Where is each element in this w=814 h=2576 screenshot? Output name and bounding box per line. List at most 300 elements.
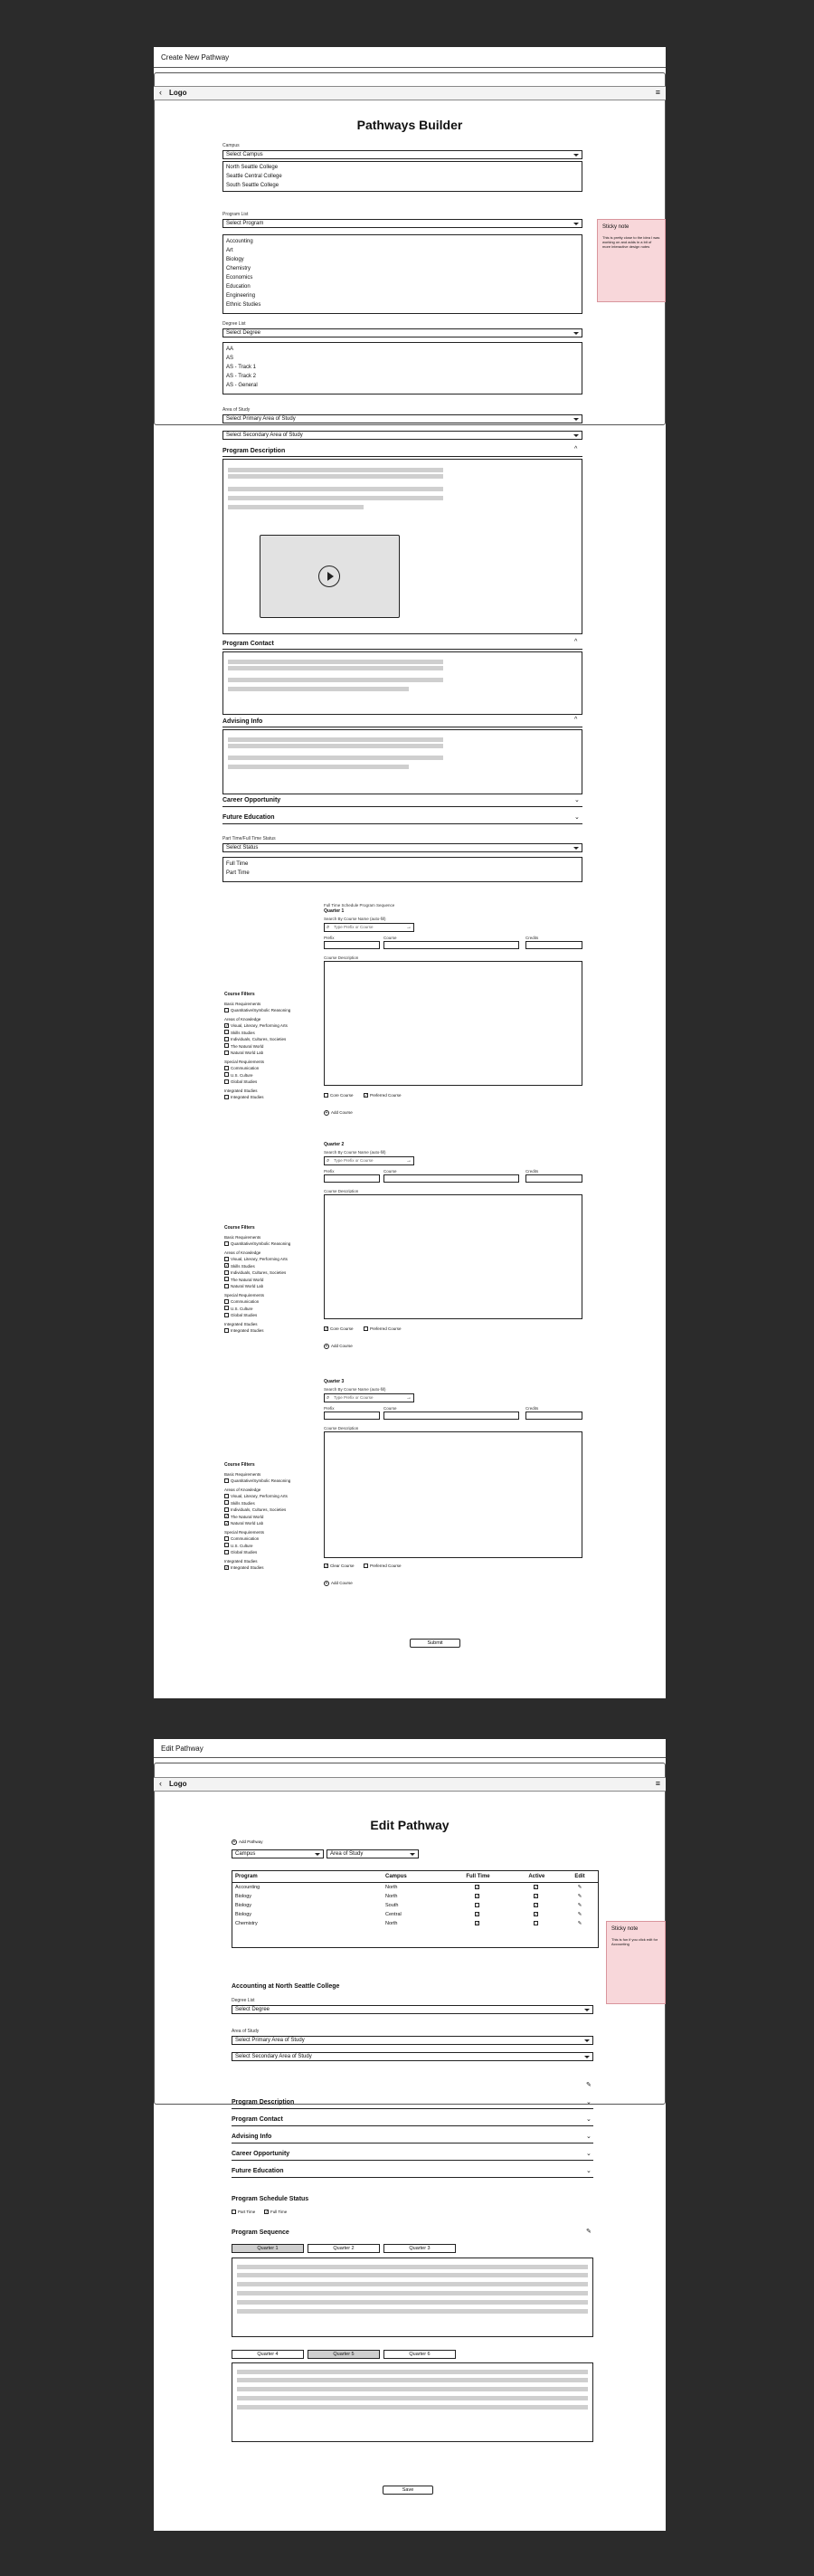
checkbox-icon — [224, 1478, 229, 1483]
program-contact-box — [222, 651, 582, 715]
caret-down-icon — [573, 332, 579, 335]
filter-label: Visual, Literary, Performing Arts — [231, 1023, 288, 1028]
filter-checkbox[interactable] — [224, 1507, 315, 1514]
chevron-down-icon[interactable]: ⌄ — [586, 2151, 592, 2157]
checkbox-icon — [324, 1093, 328, 1098]
filter-label: Individuals, Cultures, Societies — [231, 1037, 287, 1041]
checkbox-icon — [232, 2210, 236, 2214]
edit-cell[interactable] — [562, 1919, 598, 1928]
caret-down-icon — [584, 2039, 590, 2042]
divider — [222, 823, 582, 824]
checkbox-icon — [224, 1521, 229, 1526]
prefix-label: Prefix — [324, 1406, 335, 1411]
career-opportunity-heading[interactable]: Career Opportunity — [222, 797, 281, 803]
filter-checkbox[interactable] — [224, 1564, 315, 1572]
primary-area-value: Select Primary Area of Study — [235, 2038, 305, 2043]
campus-option[interactable]: North Seattle College — [226, 165, 279, 170]
filter-checkbox[interactable] — [224, 1327, 315, 1335]
description-label: Course Description — [324, 1189, 359, 1193]
preferred-course-checkbox[interactable] — [364, 1093, 402, 1098]
filter-checkbox[interactable] — [224, 1050, 315, 1057]
text-placeholder — [228, 496, 443, 500]
divider — [222, 806, 582, 807]
filter-group-name: Areas of Knowledge — [224, 1487, 261, 1492]
section-heading[interactable]: Future Education — [232, 2168, 284, 2174]
filter-label: Communication — [231, 1299, 260, 1304]
full-time-cell[interactable] — [444, 1919, 511, 1928]
checkbox-icon — [324, 1564, 328, 1568]
filter-label: Natural World Lab — [231, 1284, 264, 1288]
active-cell[interactable] — [512, 1901, 562, 1910]
preferred-course-label: Preferred Course — [370, 1326, 402, 1331]
filter-checkbox[interactable] — [224, 1030, 315, 1037]
program-contact-heading[interactable]: Program Contact — [222, 641, 274, 647]
text-placeholder — [237, 2265, 588, 2269]
sticky-note-title: Sticky note — [602, 224, 629, 230]
add-course-button[interactable] — [324, 1581, 353, 1586]
edit-pencil-icon[interactable]: ✎ — [577, 1894, 582, 1899]
full-time-cell[interactable] — [444, 1883, 511, 1893]
status-option[interactable]: Full Time — [226, 861, 249, 867]
campus-label: Campus — [222, 143, 240, 148]
primary-area-select[interactable] — [232, 2036, 593, 2045]
search-icon: ⌕ — [327, 925, 330, 930]
filter-label: Integrated Studies — [231, 1328, 264, 1333]
filter-checkbox[interactable] — [224, 1283, 315, 1290]
full-time-label: Full Time — [270, 2210, 288, 2214]
filter-checkbox[interactable] — [224, 1240, 315, 1248]
sticky-note — [597, 219, 666, 302]
checkbox-icon — [224, 1241, 229, 1246]
campus-cell: North — [385, 1921, 398, 1926]
full-time-cell[interactable] — [444, 1892, 511, 1901]
divider — [222, 649, 582, 650]
edit-pencil-icon[interactable]: ✎ — [577, 1903, 582, 1908]
play-icon[interactable] — [318, 566, 340, 587]
preferred-course-label: Preferred Course — [370, 1093, 402, 1098]
caret-down-icon — [573, 434, 579, 437]
edit-cell[interactable] — [562, 1892, 598, 1901]
course-label: Course — [383, 936, 397, 940]
degree-label: Degree List — [222, 321, 246, 327]
checkbox-icon[interactable] — [534, 1912, 538, 1916]
degree-select[interactable] — [232, 2005, 593, 2014]
chevron-down-icon[interactable]: ⌄ — [586, 2116, 592, 2123]
credits-input[interactable] — [525, 1174, 582, 1183]
filter-checkbox[interactable] — [224, 1256, 315, 1263]
chevron-down-icon[interactable]: ⌄ — [586, 2134, 592, 2140]
course-search-input[interactable] — [324, 1156, 414, 1165]
program-option[interactable]: Ethnic Studies — [226, 302, 261, 308]
filter-checkbox[interactable] — [224, 1478, 315, 1485]
chevron-down-icon[interactable]: ⌄ — [574, 814, 580, 821]
page-title: Pathways Builder — [356, 118, 463, 132]
checkbox-icon — [224, 1299, 229, 1304]
degree-option[interactable]: AS - Track 2 — [226, 374, 257, 379]
checkbox-icon — [224, 1079, 229, 1084]
checkbox-icon[interactable] — [534, 1885, 538, 1889]
part-time-checkbox[interactable] — [232, 2210, 255, 2214]
checkbox-icon[interactable] — [475, 1912, 479, 1916]
filter-checkbox[interactable] — [224, 1065, 315, 1072]
sticky-note-body: This is fun if you click edit for Accounting — [611, 1937, 658, 1946]
arrow-right-icon[interactable]: → — [406, 925, 412, 930]
filter-checkbox[interactable] — [224, 1094, 315, 1101]
text-placeholder — [237, 2396, 588, 2400]
filter-group-name: Basic Requirements — [224, 1001, 261, 1006]
primary-area-select[interactable] — [222, 414, 582, 423]
checkbox-icon — [224, 1494, 229, 1498]
course-search-input[interactable] — [324, 923, 414, 932]
text-placeholder — [228, 687, 409, 691]
filter-checkbox[interactable] — [224, 1500, 315, 1507]
add-course-label: Add Course — [331, 1581, 353, 1586]
checkbox-icon — [364, 1093, 368, 1098]
filter-checkbox[interactable] — [224, 1493, 315, 1500]
core-course-label: Clear Course — [330, 1564, 355, 1568]
campus-cell: Central — [385, 1912, 402, 1917]
course-label: Course — [383, 1169, 397, 1174]
divider — [222, 456, 582, 457]
checkbox-icon — [224, 1284, 229, 1288]
checkbox-icon — [224, 1066, 229, 1070]
artboard-title: Edit Pathway — [161, 1744, 204, 1753]
filter-checkbox[interactable] — [224, 1036, 315, 1043]
program-cell: Biology — [235, 1903, 252, 1908]
program-option[interactable]: Biology — [226, 257, 244, 262]
search-placeholder: Type Prefix or Course — [334, 1395, 374, 1400]
section-heading[interactable]: Program Contact — [232, 2116, 283, 2123]
filter-label: Natural World Lab — [231, 1521, 264, 1526]
program-description-box — [222, 459, 582, 634]
checkbox-icon — [364, 1326, 368, 1331]
primary-area-value: Select Primary Area of Study — [226, 416, 296, 422]
quarter-title: Quarter 1 — [324, 908, 345, 914]
secondary-area-select[interactable] — [232, 2052, 593, 2061]
checkbox-icon[interactable] — [475, 1903, 479, 1907]
divider — [232, 2108, 593, 2109]
add-course-button[interactable] — [324, 1110, 353, 1116]
checkbox-icon — [224, 1023, 229, 1028]
filter-checkbox[interactable] — [224, 1549, 315, 1556]
program-sequence-heading: Program Sequence — [232, 2229, 289, 2236]
checkbox-icon[interactable] — [475, 1921, 479, 1925]
filter-label: Skills Studies — [231, 1500, 255, 1506]
filter-checkbox[interactable] — [224, 1298, 315, 1306]
chevron-down-icon[interactable]: ⌄ — [574, 797, 580, 803]
active-cell[interactable] — [512, 1892, 562, 1901]
filter-label: Communication — [231, 1066, 260, 1070]
status-option[interactable]: Part Time — [226, 870, 250, 876]
area-filter-value: Area of Study — [330, 1851, 364, 1857]
course-description-box[interactable] — [324, 1431, 582, 1558]
edit-pencil-icon[interactable]: ✎ — [586, 2082, 592, 2088]
degree-option[interactable]: AS — [226, 356, 234, 361]
area-filter-select[interactable] — [327, 1849, 419, 1858]
text-placeholder — [228, 744, 443, 748]
chevron-up-icon[interactable]: ^ — [574, 446, 578, 452]
filter-checkbox[interactable] — [224, 1514, 315, 1521]
checkbox-icon — [224, 1277, 229, 1281]
filter-checkbox[interactable] — [224, 1079, 315, 1086]
prefix-label: Prefix — [324, 936, 335, 940]
table-row — [232, 1910, 598, 1919]
checkbox-icon — [224, 1500, 229, 1505]
checkbox-icon[interactable] — [534, 1921, 538, 1925]
filter-checkbox[interactable] — [224, 1535, 315, 1543]
checkbox-icon[interactable] — [534, 1903, 538, 1907]
plus-icon: + — [325, 1581, 328, 1586]
arrow-right-icon[interactable]: → — [406, 1395, 412, 1401]
plus-icon: + — [325, 1344, 328, 1349]
text-placeholder — [237, 2378, 588, 2382]
prefix-input[interactable] — [324, 1174, 380, 1183]
core-course-checkbox[interactable] — [324, 1326, 354, 1331]
filter-label: The Natural World — [231, 1514, 264, 1519]
status-select[interactable] — [222, 843, 582, 852]
secondary-area-select[interactable] — [222, 431, 582, 440]
campus-options — [222, 161, 582, 192]
sticky-note-title: Sticky note — [611, 1926, 639, 1932]
filter-checkbox[interactable] — [224, 1022, 315, 1030]
quarter-tab[interactable]: Quarter 5 — [308, 2350, 380, 2359]
quarter-tab[interactable]: Quarter 3 — [383, 2244, 456, 2253]
filter-label: Global Studies — [231, 1313, 258, 1317]
course-description-box[interactable] — [324, 1194, 582, 1319]
program-option[interactable]: Education — [226, 284, 251, 290]
full-time-cell[interactable] — [444, 1910, 511, 1919]
filter-label: U.S. Culture — [231, 1072, 253, 1078]
checkbox-icon — [224, 1030, 229, 1034]
column-header: Edit — [562, 1871, 598, 1883]
checkbox-icon — [224, 1008, 229, 1012]
campus-filter-value: Campus — [235, 1851, 256, 1857]
checkbox-icon — [224, 1536, 229, 1541]
advising-info-heading[interactable]: Advising Info — [222, 718, 263, 725]
filter-group-name: Integrated Studies — [224, 1088, 258, 1093]
filter-label: Quantitative/Symbolic Reasoning — [231, 1008, 291, 1012]
course-search-input[interactable] — [324, 1393, 414, 1402]
text-placeholder — [228, 756, 443, 760]
filter-label: Individuals, Cultures, Societies — [231, 1507, 287, 1512]
chevron-up-icon[interactable]: ^ — [574, 717, 578, 723]
preferred-course-checkbox[interactable] — [364, 1326, 402, 1331]
core-course-checkbox[interactable] — [324, 1564, 355, 1568]
program-option[interactable]: Accounting — [226, 239, 253, 244]
section-heading[interactable]: Advising Info — [232, 2134, 272, 2140]
edit-pencil-icon[interactable]: ✎ — [577, 1912, 582, 1917]
add-course-button[interactable] — [324, 1344, 353, 1349]
quarter-tab[interactable]: Quarter 2 — [308, 2244, 380, 2253]
sequence-box-top — [232, 2258, 593, 2337]
filter-label: Visual, Literary, Performing Arts — [231, 1494, 288, 1498]
sequence-box-bottom — [232, 2362, 593, 2442]
degree-select[interactable] — [222, 328, 582, 337]
course-input[interactable] — [383, 941, 519, 949]
filter-checkbox[interactable] — [224, 1263, 315, 1270]
full-time-cell[interactable] — [444, 1901, 511, 1910]
caret-down-icon — [584, 2009, 590, 2011]
checkbox-icon — [224, 1514, 229, 1518]
status-options — [222, 857, 582, 882]
column-header: Full Time — [444, 1871, 511, 1883]
edit-pencil-icon[interactable]: ✎ — [577, 1885, 582, 1890]
course-input[interactable] — [383, 1174, 519, 1183]
campus-cell: North — [385, 1885, 398, 1890]
filter-checkbox[interactable] — [224, 1312, 315, 1319]
filter-checkbox[interactable] — [224, 1072, 315, 1079]
edit-pencil-icon[interactable]: ✎ — [586, 2229, 592, 2235]
description-label: Course Description — [324, 955, 359, 960]
search-icon: ⌕ — [327, 1158, 330, 1164]
prefix-input[interactable] — [324, 941, 380, 949]
program-option[interactable]: Engineering — [226, 293, 256, 299]
description-label: Course Description — [324, 1426, 359, 1431]
filter-label: Skills Studies — [231, 1263, 255, 1269]
area-of-study-label: Area of Study — [232, 2029, 260, 2034]
text-placeholder — [228, 660, 443, 664]
text-placeholder — [237, 2370, 588, 2374]
add-course-label: Add Course — [331, 1110, 353, 1116]
quarter-tab[interactable]: Quarter 4 — [232, 2350, 304, 2359]
divider — [232, 2160, 593, 2161]
course-filters — [224, 1225, 315, 1335]
credits-input[interactable] — [525, 941, 582, 949]
edit-cell[interactable] — [562, 1910, 598, 1919]
checkbox-icon — [224, 1328, 229, 1333]
logo: Logo — [169, 89, 187, 97]
filter-checkbox[interactable] — [224, 1277, 315, 1284]
prefix-input[interactable] — [324, 1412, 380, 1420]
full-time-checkbox[interactable] — [264, 2210, 287, 2214]
section-heading[interactable]: Career Opportunity — [232, 2151, 290, 2157]
checkbox-icon — [224, 1257, 229, 1261]
preferred-course-checkbox[interactable] — [364, 1564, 402, 1568]
active-cell[interactable] — [512, 1883, 562, 1893]
filter-checkbox[interactable] — [224, 1306, 315, 1313]
quarter-tab[interactable]: Quarter 1 — [232, 2244, 304, 2253]
save-button[interactable]: Save — [383, 2486, 433, 2495]
future-education-heading[interactable]: Future Education — [222, 814, 275, 821]
add-pathway-button[interactable] — [232, 1839, 263, 1845]
hamburger-menu-icon[interactable]: ≡ — [655, 88, 660, 97]
degree-option[interactable]: AS - General — [226, 383, 258, 388]
arrow-right-icon[interactable]: → — [406, 1158, 412, 1164]
program-option[interactable]: Chemistry — [226, 266, 251, 271]
checkbox-icon[interactable] — [475, 1894, 479, 1898]
filter-group-name: Basic Requirements — [224, 1234, 261, 1240]
filter-checkbox[interactable] — [224, 1007, 315, 1014]
column-header: Program — [232, 1871, 383, 1883]
campus-select[interactable] — [222, 150, 582, 159]
text-placeholder — [237, 2309, 588, 2314]
add-course-label: Add Course — [331, 1344, 353, 1349]
checkbox-icon — [224, 1543, 229, 1547]
artboard-title: Create New Pathway — [161, 53, 230, 62]
caret-down-icon — [573, 847, 579, 850]
degree-option[interactable]: AS - Track 1 — [226, 365, 257, 370]
campus-option[interactable]: South Seattle College — [226, 183, 279, 188]
search-placeholder: Type Prefix or Course — [334, 925, 374, 929]
filter-checkbox[interactable] — [224, 1043, 315, 1050]
checkbox-icon — [224, 1095, 229, 1099]
section-heading[interactable]: Program Description — [232, 2099, 295, 2105]
checkbox-icon — [224, 1565, 229, 1570]
schedule-title: Full Time Schedule Program Sequence — [324, 903, 395, 908]
table-body — [232, 1883, 598, 1929]
text-placeholder — [237, 2300, 588, 2305]
divider — [154, 67, 666, 68]
hamburger-menu-icon[interactable]: ≡ — [655, 1779, 660, 1788]
active-cell[interactable] — [512, 1910, 562, 1919]
edit-cell[interactable] — [562, 1883, 598, 1893]
credits-input[interactable] — [525, 1412, 582, 1420]
edit-cell[interactable] — [562, 1901, 598, 1910]
chevron-down-icon[interactable]: ⌄ — [586, 2168, 592, 2174]
quarter-tab[interactable]: Quarter 6 — [383, 2350, 456, 2359]
filters-title: Course Filters — [224, 1225, 255, 1231]
filter-checkbox[interactable] — [224, 1269, 315, 1277]
campus-option[interactable]: Seattle Central College — [226, 174, 282, 179]
text-placeholder — [228, 474, 443, 479]
program-description-heading[interactable]: Program Description — [222, 448, 286, 454]
filter-group-name: Special Requirements — [224, 1529, 265, 1535]
filter-label: Integrated Studies — [231, 1095, 264, 1099]
filter-label: Global Studies — [231, 1079, 258, 1084]
credits-label: Credits — [525, 936, 539, 940]
filter-label: Integrated Studies — [231, 1565, 264, 1570]
submit-button[interactable]: Submit — [410, 1639, 460, 1648]
filter-label: U.S. Culture — [231, 1543, 253, 1548]
filter-label: The Natural World — [231, 1277, 264, 1282]
back-chevron-icon[interactable]: ‹ — [159, 1779, 162, 1788]
credits-label: Credits — [525, 1406, 539, 1411]
checkbox-icon — [224, 1043, 229, 1048]
checkbox-icon — [224, 1072, 229, 1077]
quarter-title: Quarter 2 — [324, 1142, 345, 1147]
course-description-box[interactable] — [324, 961, 582, 1086]
chevron-down-icon[interactable]: ⌄ — [586, 2099, 592, 2105]
checkbox-icon — [224, 1306, 229, 1310]
program-option[interactable]: Economics — [226, 275, 253, 280]
text-placeholder — [228, 468, 443, 472]
text-placeholder — [228, 505, 364, 509]
checkbox-icon[interactable] — [534, 1894, 538, 1898]
filter-checkbox[interactable] — [224, 1520, 315, 1527]
program-select[interactable] — [222, 219, 582, 228]
program-option[interactable]: Art — [226, 248, 233, 253]
video-placeholder[interactable] — [260, 535, 400, 618]
checkbox-icon[interactable] — [475, 1885, 479, 1889]
course-input[interactable] — [383, 1412, 519, 1420]
program-cell: Biology — [235, 1912, 252, 1917]
campus-filter-select[interactable] — [232, 1849, 324, 1858]
degree-label: Degree List — [232, 1998, 255, 2003]
prefix-label: Prefix — [324, 1169, 335, 1174]
edit-pencil-icon[interactable]: ✎ — [577, 1921, 582, 1926]
chevron-up-icon[interactable]: ^ — [574, 639, 578, 645]
degree-option[interactable]: AA — [226, 347, 234, 352]
campus-cell: South — [385, 1903, 399, 1908]
filter-label: Quantitative/Symbolic Reasoning — [231, 1478, 291, 1483]
active-cell[interactable] — [512, 1919, 562, 1928]
back-chevron-icon[interactable]: ‹ — [159, 88, 162, 97]
core-course-checkbox[interactable] — [324, 1093, 354, 1098]
filter-checkbox[interactable] — [224, 1543, 315, 1550]
sticky-note — [606, 1921, 666, 2004]
text-placeholder — [237, 2282, 588, 2286]
column-header: Active — [512, 1871, 562, 1883]
